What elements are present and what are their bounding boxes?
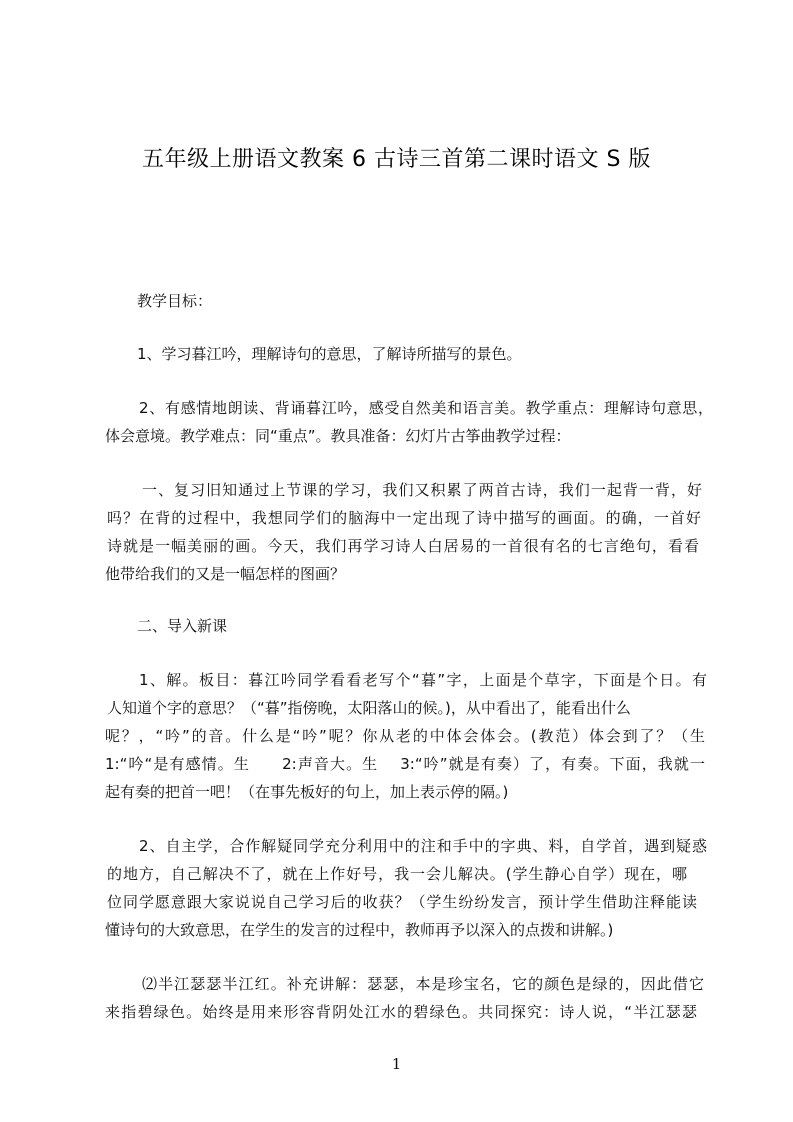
text-line: 一、复习旧知通过上节课的学习，我们又积累了两首古诗，我们一起背一背，好 bbox=[142, 481, 702, 499]
text-line: 吗？在背的过程中，我想同学们的脑海中一定出现了诗中描写的画面。的确，一首好 bbox=[107, 509, 701, 527]
text-line: 人知道个字的意思？（“暮”指傍晚，太阳落山的候。)，从中看出了，能看出什么 bbox=[107, 699, 631, 717]
page-number: 1 bbox=[391, 1055, 402, 1073]
text-line: 懂诗句的大致意思，在学生的发言的过程中，教师再予以深入的点拨和讲解。) bbox=[105, 921, 614, 939]
text-line: 2、自主学，合作解疑同学充分利用中的注和手中的字典、料，自学首，遇到疑惑 bbox=[139, 837, 707, 855]
text-line: 诗就是一幅美丽的画。今天，我们再学习诗人白居易的一首很有名的七言绝句，看看 bbox=[107, 537, 699, 555]
text-line: 体会意境。教学难点：同“重点”。教具准备：幻灯片古筝曲教学过程： bbox=[105, 427, 571, 445]
text-line: 教学目标： bbox=[137, 292, 213, 310]
text-line: 1、学习暮江吟，理解诗句的意思，了解诗所描写的景色。 bbox=[137, 345, 522, 363]
text-line: 1、解。板目：暮江吟同学看看老写个“暮”字，上面是个草字，下面是个日。有 bbox=[139, 671, 707, 689]
text-line: ⑵半江瑟瑟半江红。补充讲解：瑟瑟，本是珍宝名，它的颜色是绿的，因此借它 bbox=[142, 975, 704, 993]
text-line: 他带给我们的又是一幅怎样的图画？ bbox=[105, 565, 346, 583]
text-line: 1:“吟“是有感情。生 2:声音大。生 3:“吟”就是有奏）了，有奏。下面，我就一 bbox=[105, 755, 705, 773]
text-line: 的地方，自己解决不了，就在上作好号，我一会儿解决。(学生静心自学）现在，哪 bbox=[107, 865, 687, 883]
text-line: 来指碧绿色。始终是用来形容背阴处江水的碧绿色。共同探究：诗人说，“半江瑟瑟 bbox=[105, 1003, 697, 1021]
section-heading: 二、导入新课 bbox=[137, 617, 228, 635]
text-line: 起有奏的把首一吧！（在事先板好的句上，加上表示停的隔。) bbox=[105, 783, 509, 801]
text-line: 2、有感情地朗读、背诵暮江吟，感受自然美和语言美。教学重点：理解诗句意思， bbox=[139, 399, 713, 417]
text-line: 呢？，“吟”的音。什么是“吟”呢？你从老的中体会体会。(教范）体会到了？（生 bbox=[105, 727, 705, 745]
document-title: 五年级上册语文教案 6 古诗三首第二课时语文 S 版 bbox=[142, 147, 651, 172]
text-line: 位同学愿意跟大家说说自己学习后的收获？（学生纷纷发言，预计学生借助注释能读 bbox=[107, 893, 697, 911]
